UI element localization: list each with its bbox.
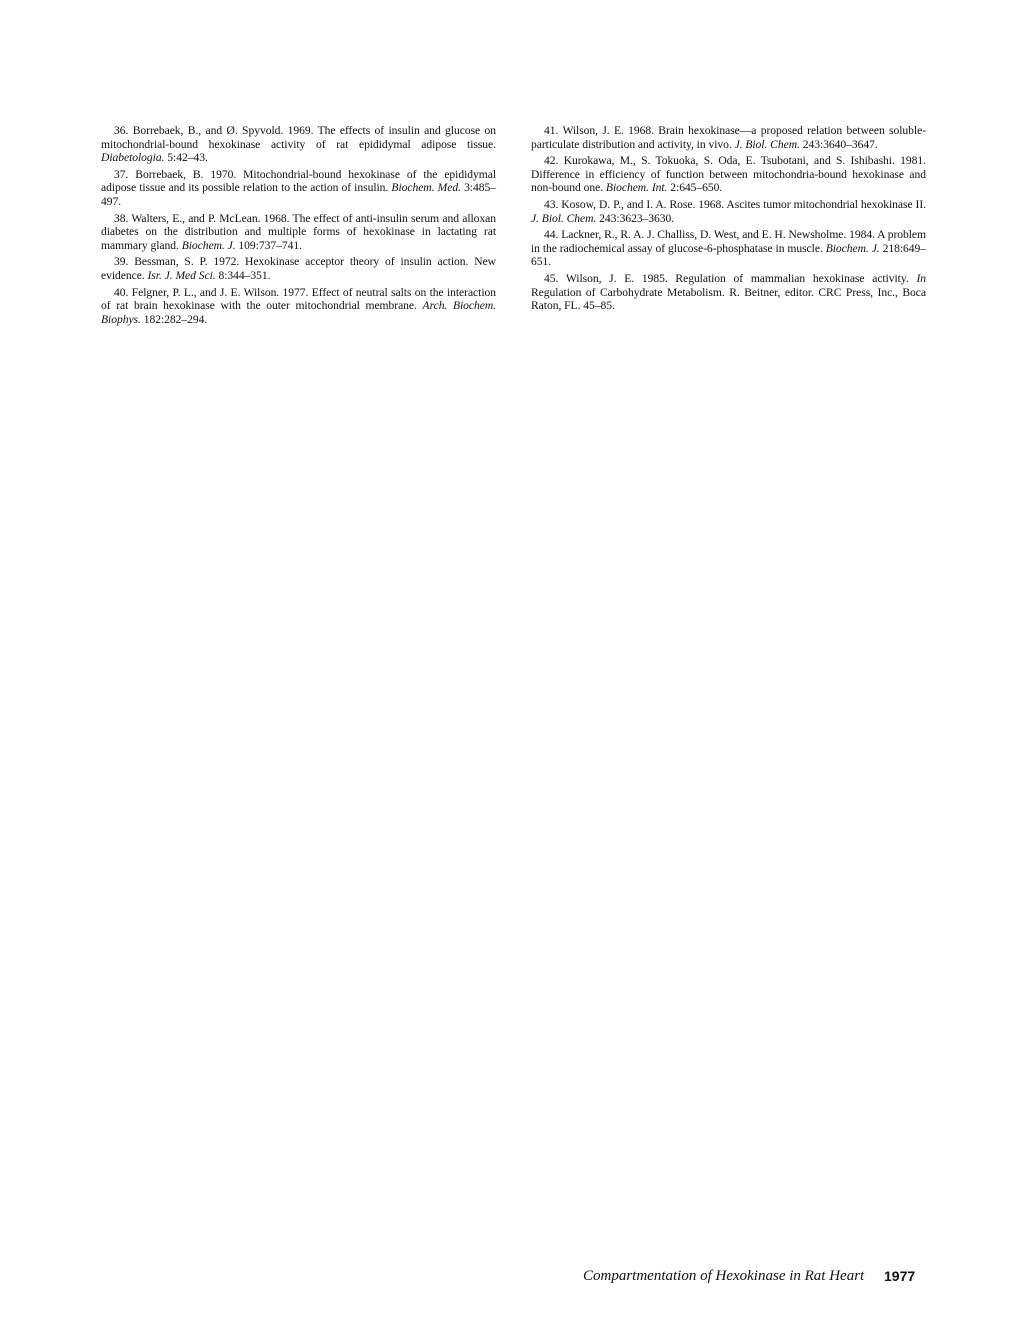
reference-44: 44. Lackner, R., R. A. J. Challiss, D. West, and E. H. Newsholme. 1984. A problem in the radiochemical assay of glucose-6-phosphatase in muscle. Biochem. J. 218:649–651. [531, 228, 927, 269]
journal-name: J. Biol. Chem. [734, 137, 800, 151]
reference-column-right [531, 124, 926, 316]
reference-43: 43. Kosow, D. P., and I. A. Rose. 1968. Ascites tumor mitochondrial hexokinase II. J. Biol. Chem. 243:3623–3630. [531, 197, 926, 225]
journal-name: In [916, 271, 926, 285]
journal-name: Isr. J. Med Sci. [147, 268, 216, 282]
reference-39: 39. Bessman, S. P. 1972. Hexokinase acceptor theory of insulin action. New evidence. Isr. J. Med Sci. 8:344–351. [101, 255, 496, 282]
journal-name: Diabetologia. [101, 151, 165, 165]
journal-name: Biochem. Int. [605, 181, 668, 195]
reference-45: 45. Wilson, J. E. 1985. Regulation of mammalian hexokinase activity. In Regulation of Carbohydrate Metabolism. R. Beitner, editor. CRC Press, Inc., Boca Raton, FL. 45–85. [531, 271, 926, 313]
reference-41: 41. Wilson, J. E. 1968. Brain hexokinase—a proposed relation between soluble-particulate distribution and activity, in vivo. J. Biol. Chem. 243:3640–3647. [531, 124, 926, 151]
page-footer [583, 1268, 923, 1288]
journal-name: Arch. Biochem. Biophys. [101, 299, 497, 326]
journal-name: Biochem. J. [825, 241, 880, 255]
journal-name: Biochem. Med. [391, 181, 461, 195]
reference-38: 38. Walters, E., and P. McLean. 1968. The effect of anti-insulin serum and alloxan diabetes on the distribution and multiple forms of hexokinase in lactating rat mammary gland. Biochem. J. 109:737–741. [101, 211, 496, 252]
journal-name: J. Biol. Chem. [531, 211, 597, 225]
reference-36: 36. Borrebaek, B., and Ø. Spyvold. 1969. The effects of insulin and glucose on mitochondrial-bound hexokinase activity of rat epididymal adipose tissue. Diabetologia. 5:42–43. [101, 124, 496, 165]
journal-name: Biochem. J. [181, 238, 236, 252]
reference-column-left [101, 124, 496, 329]
reference-42: 42. Kurokawa, M., S. Tokuoka, S. Oda, E. Tsubotani, and S. Ishibashi. 1981. Difference in efficiency of function between mitochondria-bound hexokinase and non-bound one. Biochem. Int. 2:645–650. [531, 154, 926, 195]
running-title: Compartmentation of Hexokinase in Rat Heart [583, 1268, 865, 1284]
reference-40: 40. Felgner, P. L., and J. E. Wilson. 1977. Effect of neutral salts on the interaction of rat brain hexokinase with the outer mitochondrial membrane. Arch. Biochem. Biophys. 182:282–294. [101, 285, 497, 326]
reference-37: 37. Borrebaek, B. 1970. Mitochondrial-bound hexokinase of the epididymal adipose tissue and its possible relation to the action of insulin. Biochem. Med. 3:485–497. [101, 167, 496, 208]
page-number: 1977 [884, 1268, 916, 1284]
